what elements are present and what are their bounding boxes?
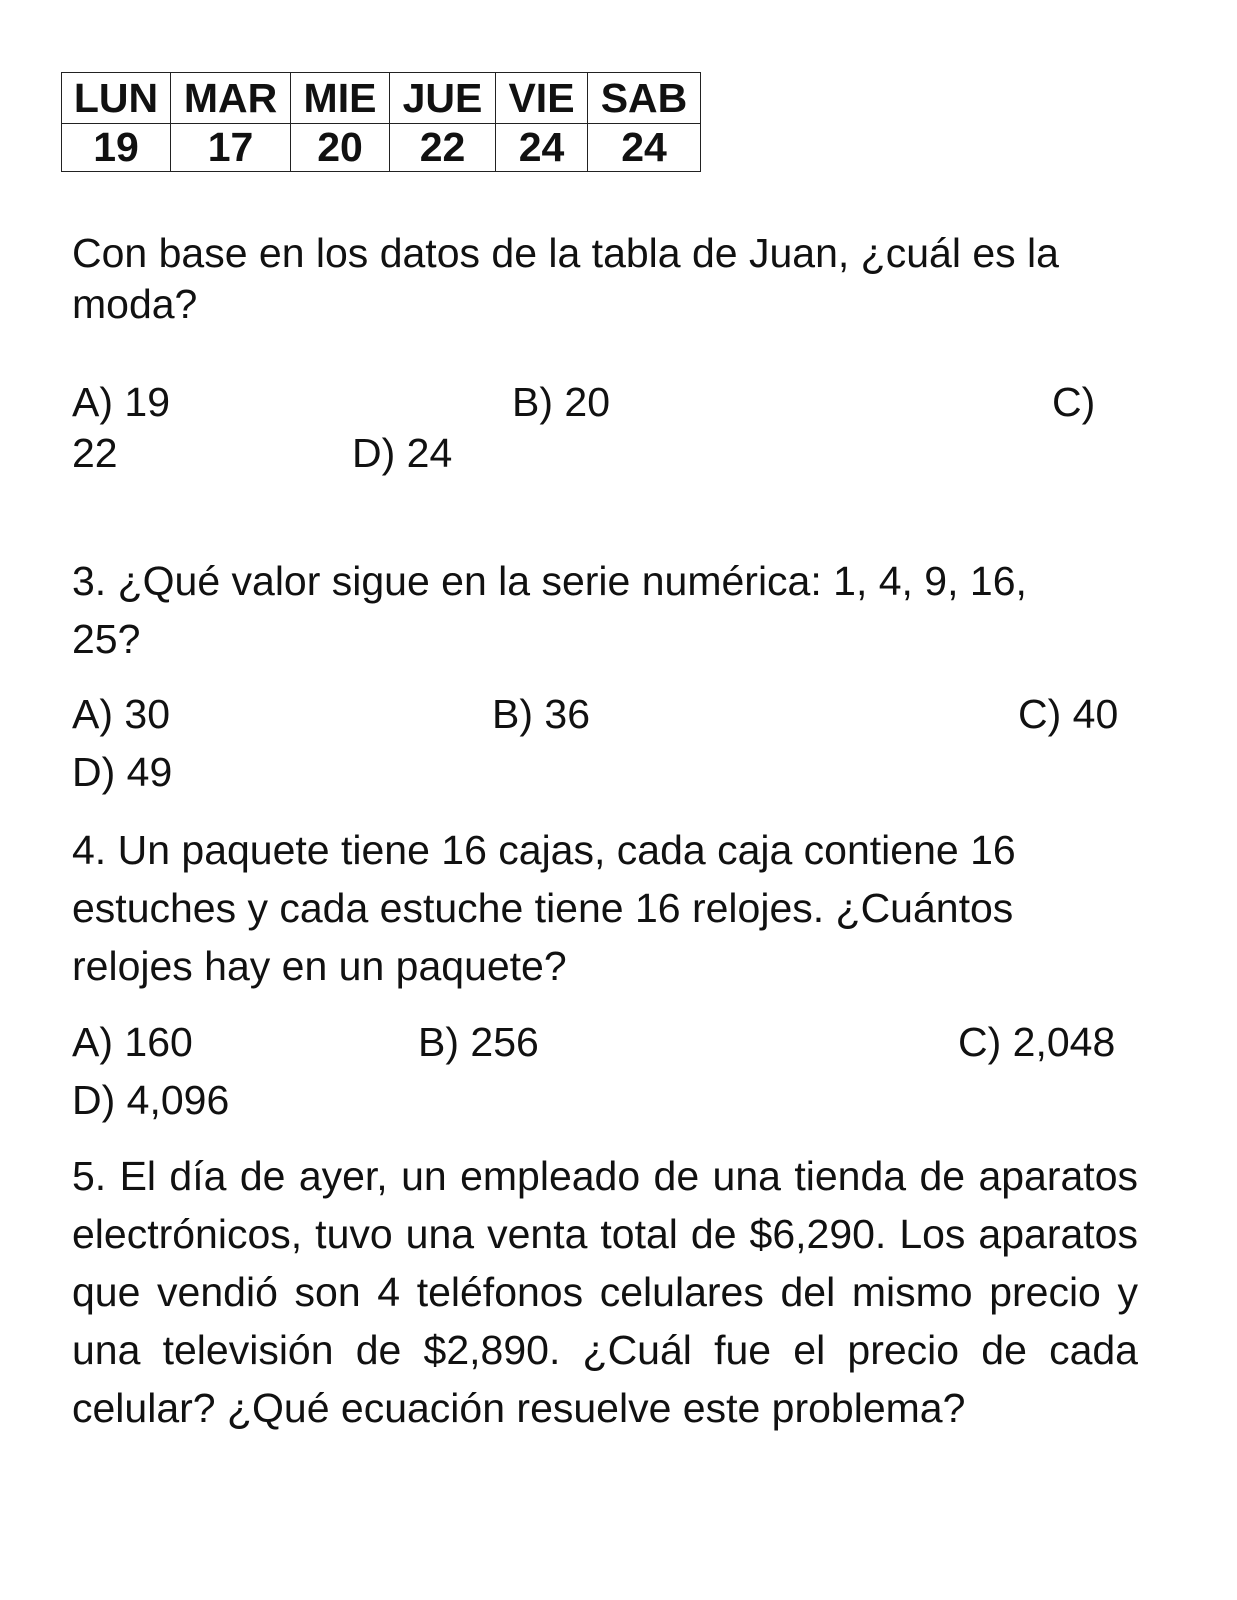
q2-option-c: C) bbox=[1052, 379, 1096, 425]
q4-question-line: 4. Un paquete tiene 16 cajas, cada caja contiene 16 bbox=[72, 827, 1016, 873]
day-header: JUE bbox=[390, 73, 496, 124]
day-value: 19 bbox=[62, 124, 171, 172]
q2-option-b: B) 20 bbox=[512, 379, 610, 425]
days-table bbox=[61, 72, 701, 172]
q3-option-b: B) 36 bbox=[492, 691, 590, 737]
q3-question-line: 25? bbox=[72, 616, 141, 662]
day-value: 24 bbox=[588, 124, 701, 172]
day-header: SAB bbox=[588, 73, 701, 124]
q4-question-line: relojes hay en un paquete? bbox=[72, 943, 567, 989]
q2-question-line: Con base en los datos de la tabla de Juan, ¿cuál es la bbox=[72, 230, 1059, 276]
day-header: VIE bbox=[496, 73, 588, 124]
q2-question-line: moda? bbox=[72, 281, 198, 327]
days-table-header-row bbox=[62, 73, 701, 124]
q4-option-b: B) 256 bbox=[418, 1019, 539, 1065]
day-header: LUN bbox=[62, 73, 171, 124]
q3-option-d: D) 49 bbox=[72, 749, 173, 795]
day-header: MAR bbox=[171, 73, 291, 124]
q2-option-c-value: 22 bbox=[72, 430, 118, 476]
q3-option-a: A) 30 bbox=[72, 691, 170, 737]
day-value: 20 bbox=[291, 124, 390, 172]
q4-question-line: estuches y cada estuche tiene 16 relojes. ¿Cuántos bbox=[72, 885, 1014, 931]
day-value: 17 bbox=[171, 124, 291, 172]
q3-option-c: C) 40 bbox=[1018, 691, 1119, 737]
q4-option-d: D) 4,096 bbox=[72, 1077, 230, 1123]
q2-option-a: A) 19 bbox=[72, 379, 170, 425]
q4-option-a: A) 160 bbox=[72, 1019, 193, 1065]
day-value: 24 bbox=[496, 124, 588, 172]
day-header: MIE bbox=[291, 73, 390, 124]
day-value: 22 bbox=[390, 124, 496, 172]
q5-question: 5. El día de ayer, un empleado de una tienda de aparatos electrónicos, tuvo una venta total de $6,290. Los aparatos que vendió son 4 teléfonos celulares del mismo precio y una televisión de $2,890. ¿Cuál fue el precio de cada celular? ¿Qué ecuación resuelve este problema? bbox=[72, 1153, 1138, 1431]
q2-option-d: D) 24 bbox=[352, 430, 453, 476]
days-table-value-row bbox=[62, 124, 701, 172]
q3-question-line: 3. ¿Qué valor sigue en la serie numérica: 1, 4, 9, 16, bbox=[72, 558, 1027, 604]
q4-option-c: C) 2,048 bbox=[958, 1019, 1116, 1065]
